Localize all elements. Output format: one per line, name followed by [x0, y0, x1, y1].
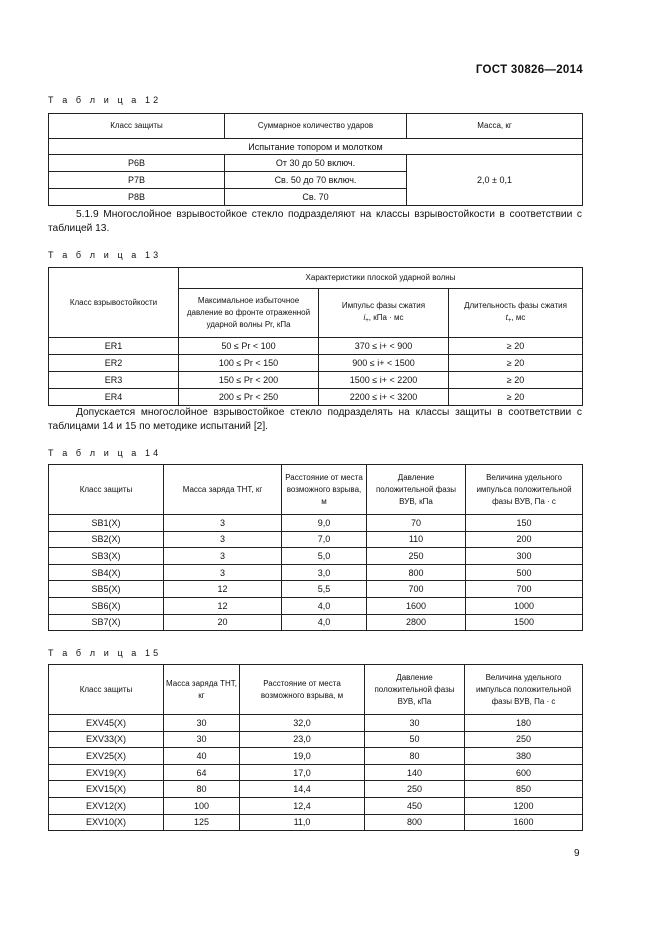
table-14	[48, 464, 583, 631]
table-cell: 50	[365, 731, 465, 748]
table-cell: ER1	[49, 338, 179, 355]
table-cell: 1600	[465, 814, 583, 831]
t13-header-duration: Длительность фазы сжатия $t_+$, мс	[449, 289, 583, 338]
table-cell: 2200 ≤ i+ < 3200	[319, 389, 449, 406]
table-row	[49, 748, 583, 765]
table-cell: 200	[466, 531, 583, 548]
table-cell: 1500	[466, 614, 583, 631]
table-cell: 30	[164, 731, 240, 748]
table-cell: EXV45(X)	[49, 715, 164, 732]
table-row	[49, 355, 583, 372]
t12-section-row: Испытание топором и молотком	[49, 139, 583, 155]
table-row	[49, 548, 583, 565]
table-cell: 600	[465, 764, 583, 781]
table-14-caption: Т а б л и ц а 14	[48, 448, 162, 458]
table-cell: 4,0	[282, 614, 367, 631]
t14-header-pressure: Давление положительной фазы ВУВ, кПа	[367, 465, 466, 515]
t15-header-class: Класс защиты	[49, 665, 164, 715]
table-cell: От 30 до 50 включ.	[225, 155, 407, 172]
table-cell: 3	[164, 548, 282, 565]
t13-header-pressure: Максимальное избыточное давление во фронте отраженной ударной волны Pr, кПа	[179, 289, 319, 338]
table-row	[49, 515, 583, 532]
table-row	[49, 389, 583, 406]
table-cell: EXV12(X)	[49, 797, 164, 814]
t14-header-distance: Расстояние от места возможного взрыва, м	[282, 465, 367, 515]
table-cell: 250	[365, 781, 465, 798]
table-cell: 11,0	[240, 814, 365, 831]
table-row	[49, 372, 583, 389]
table-row	[49, 797, 583, 814]
table-row	[49, 338, 583, 355]
paragraph-5-1-9: 5.1.9 Многослойное взрывостойкое стекло подразделяют на классы взрывостойкости в соответствии с таблицей 13.	[48, 209, 582, 235]
table-13	[48, 267, 583, 406]
table-row	[49, 764, 583, 781]
table-cell: 125	[164, 814, 240, 831]
table-row	[49, 731, 583, 748]
t15-header-impulse: Величина удельного импульса положительной фазы ВУВ, Па · с	[465, 665, 583, 715]
table-cell: EXV25(X)	[49, 748, 164, 765]
table-cell: 800	[367, 564, 466, 581]
table-cell: ≥ 20	[449, 389, 583, 406]
t15-header-charge: Масса заряда ТНТ, кг	[164, 665, 240, 715]
table-cell: 40	[164, 748, 240, 765]
table-cell: 100 ≤ Pr < 150	[179, 355, 319, 372]
t14-header-class: Класс защиты	[49, 465, 164, 515]
table-cell: SB2(X)	[49, 531, 164, 548]
table-cell: 180	[465, 715, 583, 732]
table-cell: P7B	[49, 172, 225, 189]
table-cell: P8B	[49, 189, 225, 206]
table-12-caption: Т а б л и ц а 12	[48, 95, 162, 105]
table-cell: 2800	[367, 614, 466, 631]
table-row	[49, 531, 583, 548]
table-cell: 5,0	[282, 548, 367, 565]
table-cell: 17,0	[240, 764, 365, 781]
table-cell: Св. 70	[225, 189, 407, 206]
t13-header-group: Характеристики плоской ударной волны	[179, 268, 583, 289]
table-cell: SB3(X)	[49, 548, 164, 565]
table-row	[49, 564, 583, 581]
table-cell: ≥ 20	[449, 338, 583, 355]
table-cell: Св. 50 до 70 включ.	[225, 172, 407, 189]
table-row	[49, 715, 583, 732]
table-cell: 32,0	[240, 715, 365, 732]
table-cell: 1200	[465, 797, 583, 814]
table-cell: EXV33(X)	[49, 731, 164, 748]
table-cell: SB7(X)	[49, 614, 164, 631]
table-cell: 1500 ≤ i+ < 2200	[319, 372, 449, 389]
table-cell: ≥ 20	[449, 372, 583, 389]
table-cell: ER3	[49, 372, 179, 389]
paragraph-classes-note: Допускается многослойное взрывостойкое стекло подразделять на классы защиты в соответствии с таблицами 14 и 15 по методике испытаний [2].	[48, 407, 582, 433]
table-15	[48, 664, 583, 831]
table-cell: 110	[367, 531, 466, 548]
table-15-caption: Т а б л и ц а 15	[48, 648, 162, 658]
table-cell: 450	[365, 797, 465, 814]
table-cell: 20	[164, 614, 282, 631]
table-row	[49, 814, 583, 831]
table-cell: 1000	[466, 597, 583, 614]
t12-header-hits: Суммарное количество ударов	[225, 114, 407, 139]
table-cell: 100	[164, 797, 240, 814]
t12-mass-cell: 2,0 ± 0,1	[407, 155, 583, 206]
table-cell: 14,4	[240, 781, 365, 798]
table-row	[49, 581, 583, 598]
table-cell: 3,0	[282, 564, 367, 581]
table-cell: EXV10(X)	[49, 814, 164, 831]
table-cell: P6B	[49, 155, 225, 172]
table-cell: 150 ≤ Pr < 200	[179, 372, 319, 389]
table-cell: EXV19(X)	[49, 764, 164, 781]
table-cell: 3	[164, 531, 282, 548]
table-row	[49, 597, 583, 614]
table-cell: 200 ≤ Pr < 250	[179, 389, 319, 406]
table-cell: 23,0	[240, 731, 365, 748]
table-cell: 500	[466, 564, 583, 581]
table-cell: SB1(X)	[49, 515, 164, 532]
table-cell: 370 ≤ i+ < 900	[319, 338, 449, 355]
t14-header-charge: Масса заряда ТНТ, кг	[164, 465, 282, 515]
table-row	[49, 614, 583, 631]
table-cell: 850	[465, 781, 583, 798]
table-cell: 30	[164, 715, 240, 732]
table-cell: 12	[164, 581, 282, 598]
table-cell: 250	[465, 731, 583, 748]
table-cell: 3	[164, 515, 282, 532]
t15-header-pressure: Давление положительной фазы ВУВ, кПа	[365, 665, 465, 715]
table-cell: 3	[164, 564, 282, 581]
t13-header-impulse: Импульс фазы сжатия $i_+$, кПа · мс	[319, 289, 449, 338]
t12-header-mass: Масса, кг	[407, 114, 583, 139]
table-cell: SB5(X)	[49, 581, 164, 598]
page-header: ГОСТ 30826—2014	[475, 64, 583, 76]
table-cell: 80	[365, 748, 465, 765]
t12-header-class: Класс защиты	[49, 114, 225, 139]
table-cell: 380	[465, 748, 583, 765]
table-cell: 70	[367, 515, 466, 532]
t14-header-impulse: Величина удельного импульса положительной фазы ВУВ, Па · с	[466, 465, 583, 515]
table-cell: 1600	[367, 597, 466, 614]
table-cell: 30	[365, 715, 465, 732]
table-cell: 900 ≤ i+ < 1500	[319, 355, 449, 372]
table-cell: 4,0	[282, 597, 367, 614]
table-row	[49, 781, 583, 798]
table-cell: 12	[164, 597, 282, 614]
table-cell: 12,4	[240, 797, 365, 814]
table-cell: 9,0	[282, 515, 367, 532]
table-cell: 7,0	[282, 531, 367, 548]
table-12	[48, 113, 583, 206]
table-cell: SB4(X)	[49, 564, 164, 581]
table-cell: 700	[466, 581, 583, 598]
table-cell: EXV15(X)	[49, 781, 164, 798]
table-cell: 150	[466, 515, 583, 532]
page-number: 9	[574, 848, 580, 859]
table-cell: 80	[164, 781, 240, 798]
table-cell: SB6(X)	[49, 597, 164, 614]
table-cell: 50 ≤ Pr < 100	[179, 338, 319, 355]
table-cell: 300	[466, 548, 583, 565]
t13-header-class: Класс взрывостойкости	[49, 268, 179, 338]
table-cell: ≥ 20	[449, 355, 583, 372]
table-cell: 700	[367, 581, 466, 598]
t15-header-distance: Расстояние от места возможного взрыва, м	[240, 665, 365, 715]
table-cell: ER4	[49, 389, 179, 406]
table-cell: 140	[365, 764, 465, 781]
table-13-caption: Т а б л и ц а 13	[48, 250, 162, 260]
table-cell: 800	[365, 814, 465, 831]
table-cell: 64	[164, 764, 240, 781]
table-cell: 250	[367, 548, 466, 565]
table-cell: ER2	[49, 355, 179, 372]
table-cell: 5,5	[282, 581, 367, 598]
table-cell: 19,0	[240, 748, 365, 765]
